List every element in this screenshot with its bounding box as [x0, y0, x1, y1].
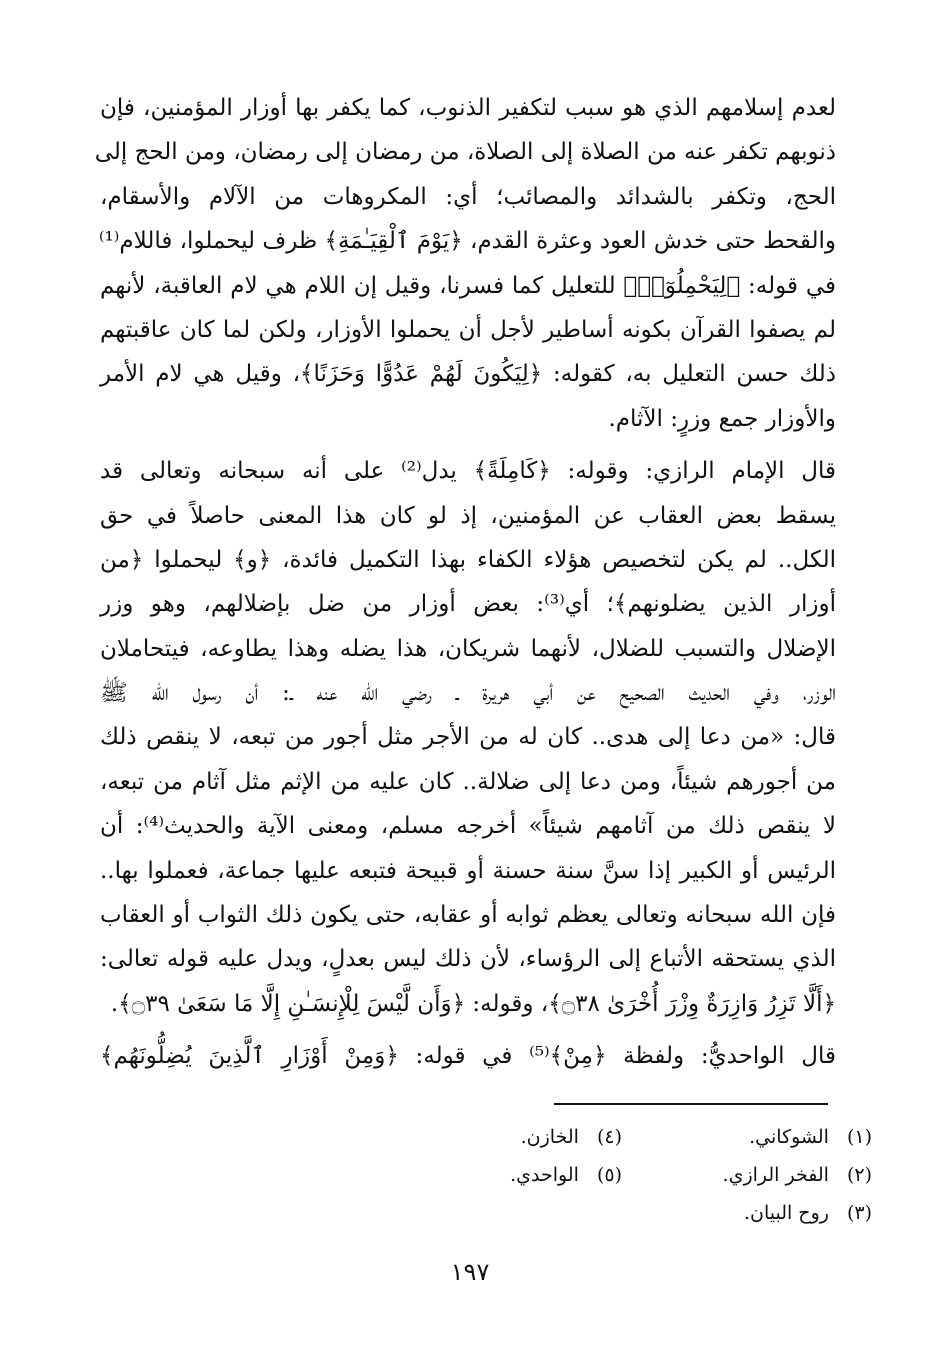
footnote-text: الفخر الرازي.: [722, 1164, 829, 1186]
text-line: الكل.. لم يكن لتخصيص هؤلاء الكفاء بهذا التكميل فائدة، ﴿و﴾ ليحملوا ﴿من: [100, 546, 836, 573]
text-line: قال الإمام الرازي: وقوله: ﴿كَامِلَةً﴾ يدل⁽²⁾ على أنه سبحانه وتعالى قد: [100, 458, 836, 485]
text-line: والقحط حتى خدش العود وعثرة القدم، ﴿يَوْمَ ٱلْقِيَـٰمَةِ﴾ ظرف ليحملوا، فاللام⁽¹⁾: [98, 228, 836, 255]
text-line: الرئيس أو الكبير إذا سنَّ سنة حسنة أو قبيحة فتبعه عليها جماعة، فعملوا بها..: [100, 857, 836, 884]
text-line: الإضلال والتسبب للضلال، لأنهما شريكان، هذا يضله وهذا يطاوعه، فيتحاملان: [100, 635, 836, 662]
text-line: لا ينقص ذلك من آثامهم شيئاً» أخرجه مسلم، ومعنى الآية والحديث⁽⁴⁾: أن: [100, 813, 836, 840]
text-line: الوزر، وفي الحديث الصحيح عن أبي هريرة ـ رضي الله عنه ـ: أن رسول الله ﷺ: [100, 680, 836, 707]
footnote-text: الخازن.: [520, 1126, 579, 1148]
footnote-number: (٥): [596, 1164, 622, 1186]
paragraph-spacer: [100, 1026, 836, 1034]
footnote-item: [662, 1118, 872, 1156]
paragraph-2: [100, 449, 836, 1026]
footnote-number: (٢): [846, 1164, 872, 1186]
footnote-item: [662, 1156, 872, 1194]
main-text: [94, 86, 836, 1079]
text-line: والأوزار جمع وزرٍ: الآثام.: [608, 405, 836, 432]
footnote-number: (١): [846, 1126, 872, 1148]
text-line: لعدم إسلامهم الذي هو سبب لتكفير الذنوب، كما يكفر بها أوزار المؤمنين، فإن: [100, 95, 836, 121]
text-line: قال الواحديُّ: ولفظة ﴿مِنْ﴾⁽⁵⁾ في قوله: ﴿وَمِنْ أَوْزَارِ ٱلَّذِينَ يُضِلُّونَهُم﴾: [100, 1043, 836, 1070]
footnote-item: [422, 1156, 622, 1194]
text-line: من أجورهم شيئاً، ومن دعا إلى ضلالة.. كان عليه من الإثم مثل آثام من تبعه،: [100, 768, 836, 795]
text-line: ذلك حسن التعليل به، كقوله: ﴿لِيَكُونَ لَهُمْ عَدُوًّا وَحَزَنًا﴾، وقيل هي لام الأمر: [100, 361, 836, 388]
footnote-item: [422, 1118, 622, 1156]
text-line: الذي يستحقه الأتباع إلى الرؤساء، لأن ذلك ليس بعدلٍ، ويدل عليه قوله تعالى:: [100, 946, 836, 973]
footnote-text: الواحدي.: [510, 1164, 579, 1186]
text-line: ذنوبهم تكفر عنه من الصلاة إلى الصلاة، من رمضان إلى رمضان، ومن الحج إلى: [94, 139, 836, 166]
footnote-divider: [554, 1103, 828, 1105]
text-line: الحج، وتكفر بالشدائد والمصائب؛ أي: المكروهات من الآلام والأسقام،: [100, 183, 836, 210]
footnotes-left-column: [422, 1118, 622, 1194]
text-line: يسقط بعض العقاب عن المؤمنين، إذ لو كان هذا المعنى حاصلاً في حق: [100, 502, 836, 529]
footnote-number: (٣): [846, 1202, 872, 1224]
paragraph-3: [100, 1034, 836, 1078]
footnote-item: [662, 1194, 872, 1232]
text-line: ﴿أَلَّا تَزِرُ وَازِرَةٌ وِزْرَ أُخْرَىٰ ۝٣٨﴾، وقوله: ﴿وَأَن لَّيْسَ لِلْإِنسَـٰنِ إِلَّا مَا سَعَىٰ ۝٣٩﴾.: [110, 990, 836, 1017]
page-number: ١٩٧: [450, 1258, 490, 1286]
footnote-text: روح البيان.: [743, 1202, 829, 1224]
paragraph-1: [94, 86, 836, 441]
footnote-text: الشوكاني.: [749, 1126, 829, 1148]
footnotes-right-column: [662, 1118, 872, 1232]
text-line: أوزار الذين يضلونهم﴾؛ أي⁽³⁾: بعض أوزار من ضل بإضلالهم، وهو وزر: [100, 591, 836, 618]
text-line: قال: «من دعا إلى هدى.. كان له من الأجر مثل أجور من تبعه، لا ينقص ذلك: [100, 724, 836, 751]
footnote-number: (٤): [596, 1126, 622, 1148]
text-line: فإن الله سبحانه وتعالى يعظم ثوابه أو عقابه، حتى يكون ذلك الثواب أو العقاب: [100, 902, 836, 929]
text-line: في قوله: ﴿لِيَحْمِلُوٓا۟﴾ للتعليل كما فسرنا، وقيل إن اللام هي لام العاقبة، لأنهم: [100, 272, 836, 299]
footnotes: [300, 1118, 872, 1228]
text-line: لم يصفوا القرآن بكونه أساطير لأجل أن يحملوا الأوزار، ولكن لما كان عاقبتهم: [100, 316, 836, 343]
paragraph-spacer: [100, 441, 836, 449]
